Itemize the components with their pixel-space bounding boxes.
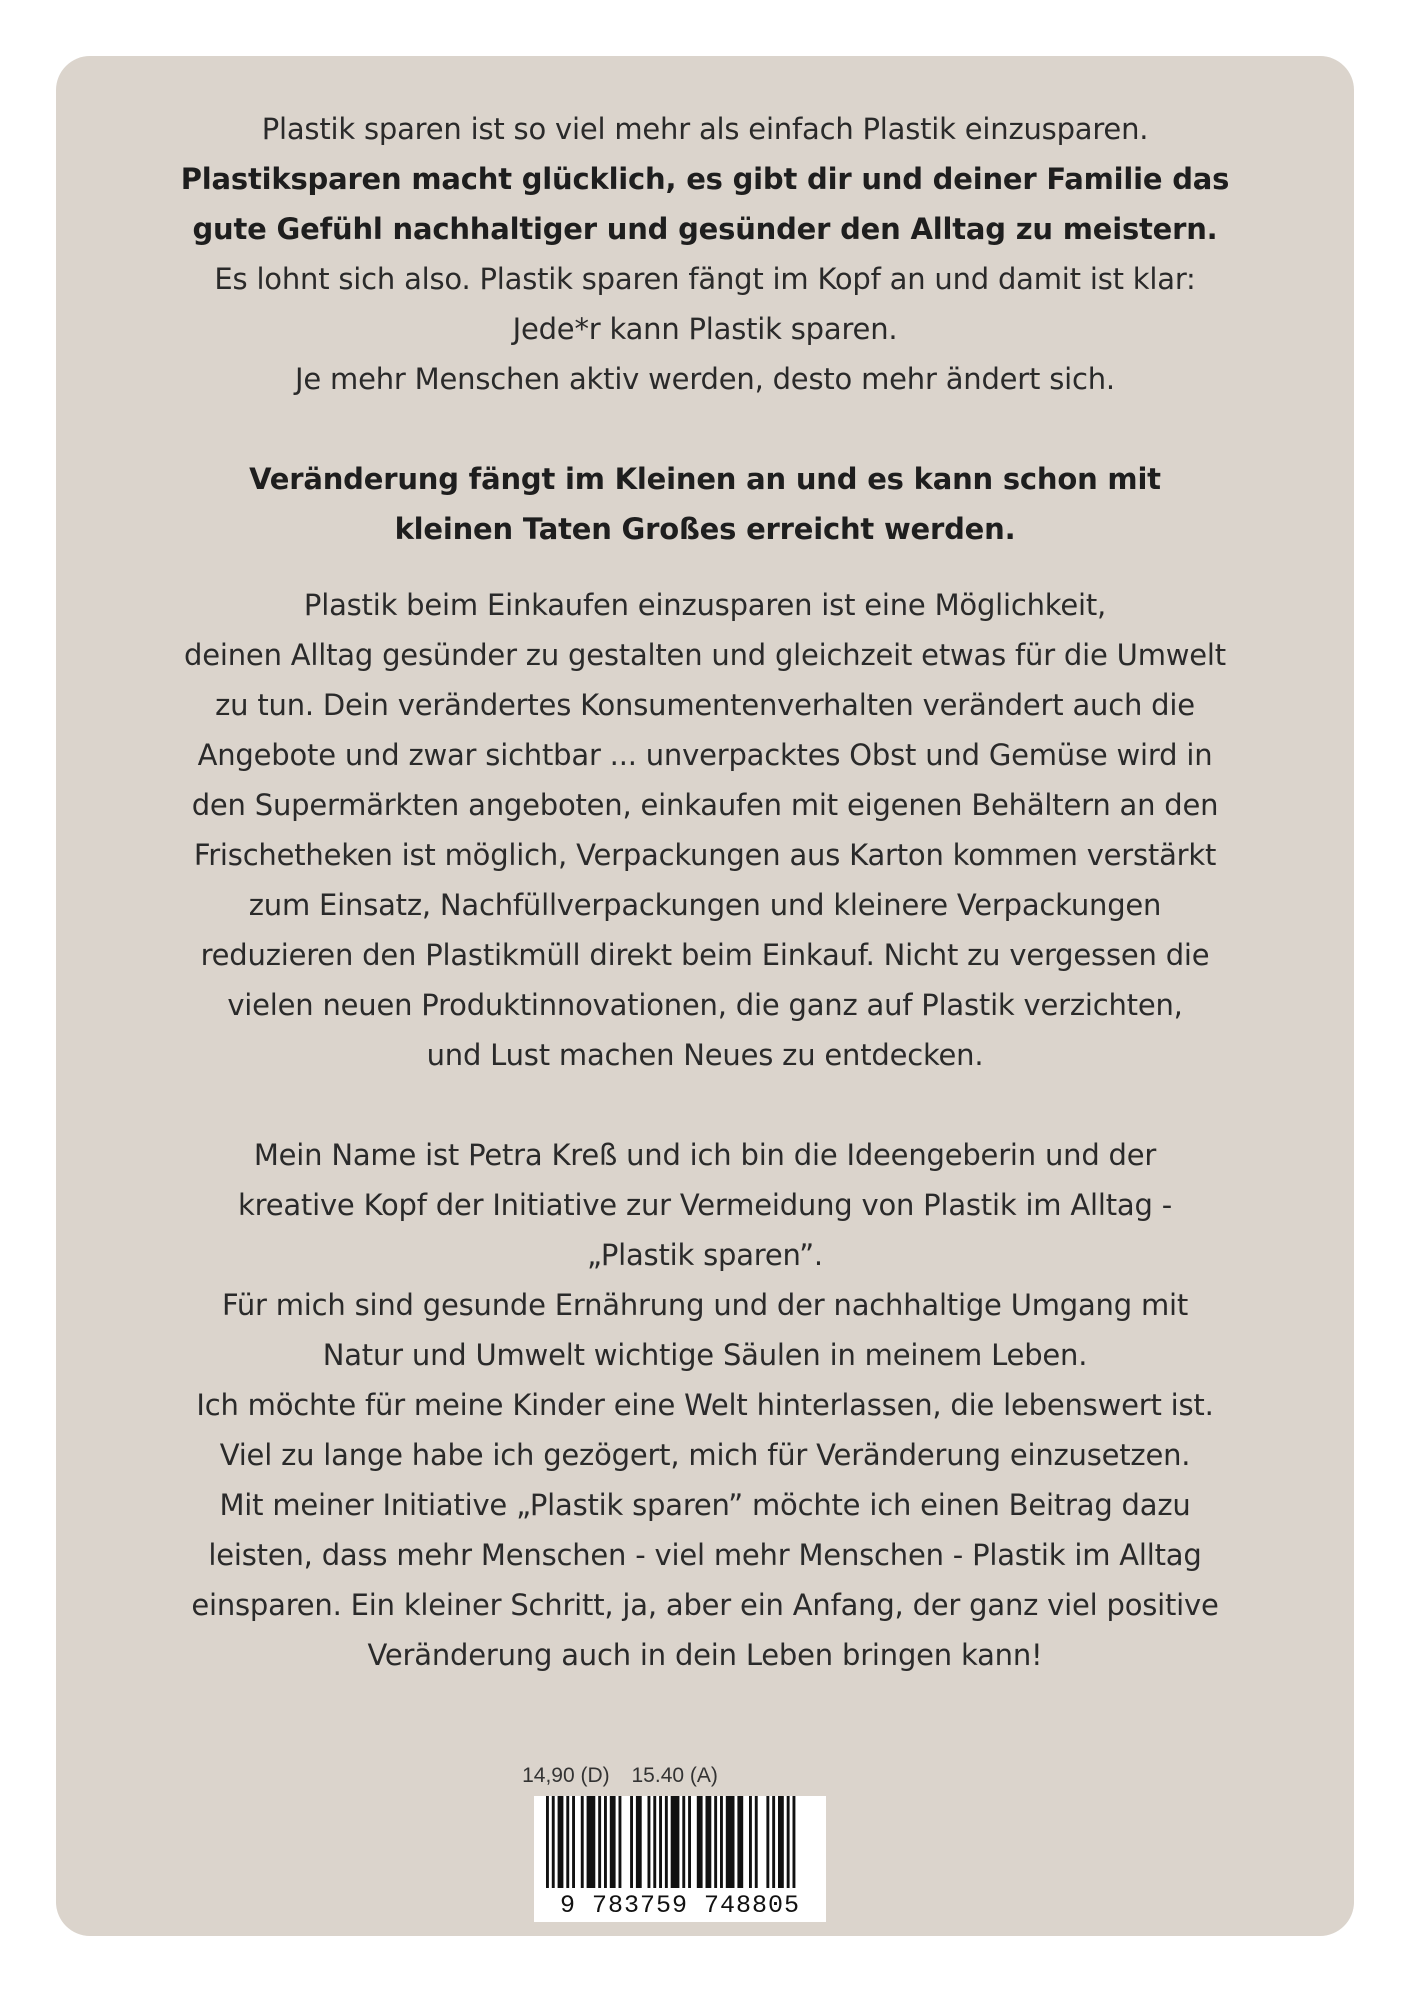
shopping-paragraph (150, 580, 1260, 1080)
blurb-line: Je mehr Menschen aktiv werden, desto mehr ändert sich. (295, 362, 1115, 396)
paragraph-line: reduzieren den Plastikmüll direkt beim Einkauf. Nicht zu vergessen die (200, 938, 1210, 972)
paragraph-line: Angebote und zwar sichtbar ... unverpacktes Obst und Gemüse wird in (197, 738, 1213, 772)
paragraph-line: Frischetheken ist möglich, Verpackungen aus Karton kommen verstärkt (193, 838, 1217, 872)
barcode-bar (714, 1796, 717, 1888)
barcode-bar (604, 1796, 607, 1888)
paragraph-line: leisten, dass mehr Menschen - viel mehr Menschen - Plastik im Alltag (208, 1538, 1202, 1572)
barcode-bar (572, 1796, 575, 1888)
isbn-number: 9 783759 748805 (559, 1891, 801, 1920)
paragraph-line: vielen neuen Produktinnovationen, die ganz auf Plastik verzichten, (227, 988, 1183, 1022)
blurb-line-bold: gute Gefühl nachhaltiger und gesünder den Alltag zu meistern. (192, 212, 1218, 246)
author-paragraph (150, 1130, 1260, 1680)
barcode-bar (749, 1796, 752, 1888)
barcode-bar (619, 1796, 622, 1888)
barcode-bar (546, 1796, 549, 1888)
blurb-text (150, 104, 1260, 1680)
paragraph-line: Ich möchte für meine Kinder eine Welt hinterlassen, die lebenswert ist. (196, 1388, 1214, 1422)
barcode-bar (737, 1796, 743, 1888)
paragraph-line: „Plastik sparen”. (587, 1238, 823, 1272)
barcode-bar (552, 1796, 555, 1888)
paragraph-line: den Supermärkten angeboten, einkaufen mit eigenen Behältern an den (191, 788, 1219, 822)
barcode-bar (697, 1796, 703, 1888)
paragraph-line: Mit meiner Initiative „Plastik sparen” möchte ich einen Beitrag dazu (219, 1488, 1191, 1522)
barcode-bar (766, 1796, 769, 1888)
barcode-bar (610, 1796, 616, 1888)
barcode-bar (772, 1796, 775, 1888)
barcode-bar (659, 1796, 662, 1888)
barcode-bar (726, 1796, 735, 1888)
paragraph-line: einsparen. Ein kleiner Schritt, ja, aber ein Anfang, der ganz viel positive (191, 1588, 1219, 1622)
isbn-barcode (534, 1796, 826, 1922)
paragraph-line: Für mich sind gesunde Ernährung und der nachhaltige Umgang mit (221, 1288, 1189, 1322)
price-austria: 15.40 (A) (631, 1764, 718, 1787)
barcode-bar (671, 1796, 680, 1888)
barcode-bar (720, 1796, 723, 1888)
paragraph-line: Viel zu lange habe ich gezögert, mich für Veränderung einzusetzen. (219, 1438, 1191, 1472)
barcode-bar (648, 1796, 651, 1888)
highlight-paragraph (150, 454, 1260, 554)
paragraph-line: Natur und Umwelt wichtige Säulen in meinem Leben. (322, 1338, 1088, 1372)
barcode-bar (566, 1796, 569, 1888)
paragraph-line: Plastik beim Einkaufen einzusparen ist eine Möglichkeit, (303, 588, 1107, 622)
barcode-bar (636, 1796, 642, 1888)
barcode-bars (534, 1796, 826, 1888)
paragraph-line: deinen Alltag gesünder zu gestalten und gleichzeit etwas für die Umwelt (184, 638, 1226, 672)
blurb-line: Plastik sparen ist so viel mehr als einfach Plastik einzusparen. (261, 112, 1149, 146)
highlight-line: Veränderung fängt im Kleinen an und es kann schon mit (249, 462, 1161, 496)
barcode-bar (653, 1796, 656, 1888)
highlight-line: kleinen Taten Großes erreicht werden. (394, 512, 1016, 546)
paragraph-line: Veränderung auch in dein Leben bringen kann! (367, 1638, 1043, 1672)
barcode-bar (558, 1796, 564, 1888)
barcode-bar (682, 1796, 685, 1888)
barcode-bar (755, 1796, 758, 1888)
intro-paragraph (150, 104, 1260, 404)
blurb-line: Es lohnt sich also. Plastik sparen fängt im Kopf an und damit ist klar: (214, 262, 1196, 296)
barcode-bar (688, 1796, 691, 1888)
barcode-bar (598, 1796, 601, 1888)
price-label (420, 1764, 820, 1788)
paragraph-line: und Lust machen Neues zu entdecken. (426, 1038, 984, 1072)
barcode-bar (706, 1796, 712, 1888)
barcode-bar (587, 1796, 596, 1888)
barcode-bar (630, 1796, 633, 1888)
paragraph-line: zum Einsatz, Nachfüllverpackungen und kleinere Verpackungen (248, 888, 1162, 922)
barcode-bar (793, 1796, 796, 1888)
paragraph-line: Mein Name ist Petra Kreß und ich bin die Ideengeberin und der (253, 1138, 1157, 1172)
paragraph-line: zu tun. Dein verändertes Konsumentenverhalten verändert auch die (215, 688, 1195, 722)
barcode-bar (778, 1796, 784, 1888)
price-germany: 14,90 (D) (522, 1764, 610, 1787)
barcode-bar (787, 1796, 790, 1888)
blurb-line: Jede*r kann Plastik sparen. (512, 312, 898, 346)
barcode-bar (581, 1796, 584, 1888)
barcode-bar (665, 1796, 668, 1888)
paragraph-line: kreative Kopf der Initiative zur Vermeidung von Plastik im Alltag - (238, 1188, 1172, 1222)
blurb-line-bold: Plastiksparen macht glücklich, es gibt dir und deiner Familie das (180, 162, 1230, 196)
